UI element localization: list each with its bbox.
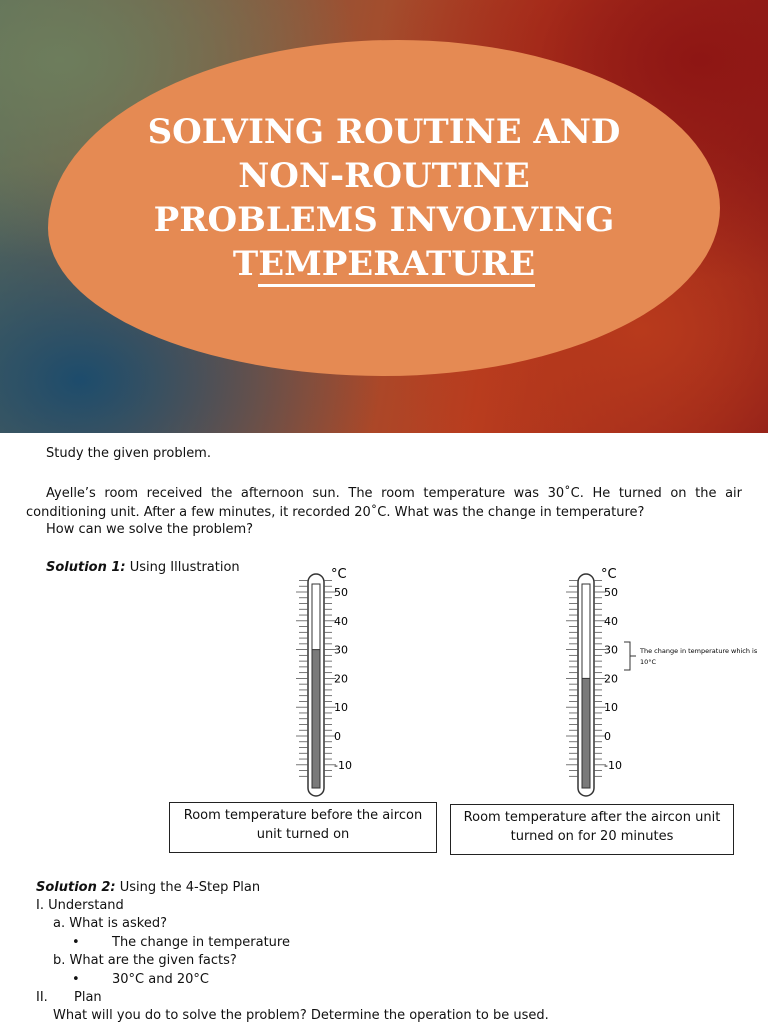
answer-facts-text: 30°C and 20°C (112, 972, 209, 987)
solution1-label: Solution 1: (46, 560, 126, 575)
step-understand: I. Understand (36, 898, 124, 913)
scale-label: 40 (604, 614, 618, 628)
change-annotation-line-1: The change in temperature which is (640, 647, 758, 655)
step-plan-text: What will you do to solve the problem? Determine the operation to be used. (53, 1008, 549, 1023)
bullet: • (72, 972, 80, 987)
scale-label: -10 (334, 758, 352, 772)
solution2-heading (36, 879, 260, 897)
answer-asked (72, 934, 290, 952)
question-text: How can we solve the problem? (46, 522, 254, 537)
scale-label: 50 (604, 586, 618, 599)
caption-after-line-2: turned on for 20 minutes (510, 829, 674, 844)
page-title (110, 110, 658, 286)
thermometer-after (560, 562, 768, 802)
step-understand-a: a. What is asked? (53, 916, 167, 931)
solution1-heading (46, 559, 240, 577)
title-underlined-word: EMPERATURE (258, 244, 535, 287)
step-understand-b: b. What are the given facts? (53, 953, 237, 968)
celsius-unit-label: °C (601, 567, 617, 582)
mercury-column (312, 650, 320, 788)
scale-label: 0 (334, 730, 341, 743)
title-line-3: PROBLEMS INVOLVING (153, 200, 615, 240)
scale-label: 10 (604, 701, 618, 715)
scale-label: 0 (604, 730, 611, 743)
title-banner (0, 0, 768, 433)
scale-label: 50 (334, 586, 348, 599)
mercury-column (582, 678, 590, 788)
scale-label: 30 (334, 643, 348, 657)
title-prefix: T (232, 244, 259, 284)
scale-label: -10 (604, 758, 622, 772)
title-line-1: SOLVING ROUTINE AND (147, 112, 621, 152)
scale-label: 20 (604, 672, 618, 686)
step-plan-number: II. (36, 990, 48, 1005)
title-line-4 (110, 242, 658, 286)
scale-label: 20 (334, 672, 348, 686)
step-plan-label: Plan (74, 990, 102, 1005)
caption-before-line-1: Room temperature before the aircon (183, 808, 423, 823)
solution2-label: Solution 2: (36, 880, 116, 895)
change-bracket (624, 642, 636, 670)
intro-text: Study the given problem. (46, 446, 211, 461)
answer-asked-text: The change in temperature (112, 935, 290, 950)
step-plan (36, 989, 102, 1007)
caption-before (169, 802, 437, 853)
scale-label: 30 (604, 643, 618, 657)
thermometer-before (290, 562, 370, 802)
answer-facts (72, 971, 209, 989)
title-line-2: NON-ROUTINE (238, 156, 530, 196)
solution2-text: Using the 4-Step Plan (115, 880, 261, 895)
solution1-text: Using Illustration (125, 560, 240, 575)
celsius-unit-label: °C (331, 567, 347, 582)
scale-label: 40 (334, 614, 348, 628)
caption-before-line-2: unit turned on (256, 827, 350, 842)
bullet: • (72, 935, 80, 950)
caption-after (450, 804, 734, 855)
problem-paragraph: Ayelle’s room received the afternoon sun. The room temperature was 30˚C. He turned on the air conditioning unit. After a few minutes, it recorded 20˚C. What was the change in temperature? (26, 486, 742, 520)
caption-after-line-1: Room temperature after the aircon unit (463, 810, 721, 825)
scale-label: 10 (334, 701, 348, 715)
change-annotation-line-2: 10°C (640, 658, 657, 666)
